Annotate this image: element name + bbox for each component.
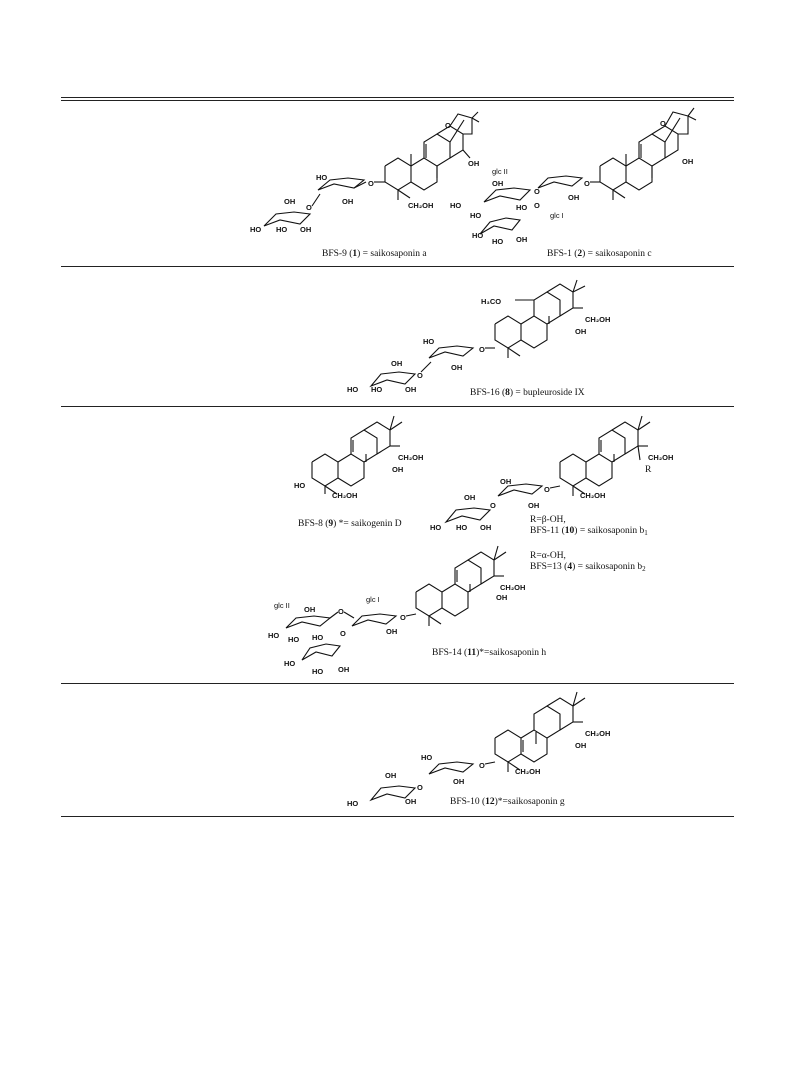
- atom-ho: HO: [284, 659, 296, 668]
- atom-oh: OH: [304, 605, 316, 614]
- atom-ho: HO: [312, 633, 324, 642]
- atom-ho: HO: [276, 225, 288, 234]
- atom-oh: OH: [453, 777, 465, 786]
- caption-compound-12: BFS-10 (12)*=saikosaponin g: [450, 797, 565, 807]
- atom-ho: HO: [470, 211, 482, 220]
- atom-oh: OH: [528, 501, 540, 510]
- atom-oh: OH: [464, 493, 476, 502]
- label-glc-i: glc I: [550, 211, 564, 220]
- atom-ho: HO: [268, 631, 280, 640]
- atom-oh: OH: [405, 797, 417, 806]
- structure-saikogenin-d: [292, 412, 424, 502]
- caption-compound-1: BFS-9 (1) = saikosaponin a: [322, 249, 427, 259]
- row-divider: [61, 683, 734, 684]
- atom-ho: HO: [250, 225, 262, 234]
- atom-o: O: [584, 179, 590, 188]
- atom-h3co: H₃CO: [481, 297, 502, 306]
- atom-ho: HO: [312, 667, 324, 676]
- caption-compound-2: BFS-1 (2) = saikosaponin c: [547, 249, 652, 259]
- atom-ch2oh: CH₂OH: [515, 767, 541, 776]
- caption-compound-8: BFS-16 (8) = bupleuroside IX: [470, 388, 585, 398]
- structure-bupleuroside-ix: [345, 274, 615, 394]
- caption-compound-4: BFS=13 (4) = saikosaponin $b_2$: [530, 562, 646, 573]
- structure-saikosaponin-c: [450, 98, 710, 248]
- atom-o: O: [417, 371, 423, 380]
- atom-o: O: [306, 203, 312, 212]
- atom-ch2oh: CH₂OH: [648, 453, 674, 462]
- atom-oh: OH: [480, 523, 492, 532]
- atom-ho: HO: [371, 385, 383, 394]
- atom-ho: HO: [430, 523, 442, 532]
- atom-o: O: [534, 187, 540, 196]
- atom-oh: OH: [300, 225, 312, 234]
- atom-ho: HO: [316, 173, 328, 182]
- atom-ho: HO: [516, 203, 528, 212]
- atom-oh: OH: [451, 363, 463, 372]
- atom-oh: OH: [386, 627, 398, 636]
- structure-saikosaponin-a: [250, 108, 480, 248]
- atom-oh: OH: [682, 157, 694, 166]
- atom-o: O: [340, 629, 346, 638]
- atom-oh: OH: [342, 197, 354, 206]
- atom-oh: OH: [516, 235, 528, 244]
- row-divider: [61, 266, 734, 267]
- atom-oh: OH: [575, 327, 587, 336]
- atom-ch2oh: CH₂OH: [332, 491, 358, 500]
- atom-o: O: [544, 485, 550, 494]
- table-bottom-rule: [61, 816, 734, 817]
- atom-o: O: [479, 345, 485, 354]
- atom-oh: OH: [385, 771, 397, 780]
- atom-ho: HO: [492, 237, 504, 246]
- atom-oh: OH: [492, 179, 504, 188]
- atom-oh: OH: [496, 593, 508, 602]
- label-r: R: [645, 465, 652, 475]
- caption-compound-10: BFS-11 (10) = saikosaponin $b_1$: [530, 526, 648, 537]
- atom-oh: OH: [284, 197, 296, 206]
- atom-ho: HO: [423, 337, 435, 346]
- atom-ho: HO: [347, 799, 359, 808]
- atom-ho: HO: [450, 201, 462, 210]
- label-r-alpha: R=α-OH,: [530, 551, 566, 561]
- atom-ch2oh: CH₂OH: [580, 491, 606, 500]
- atom-oh: OH: [405, 385, 417, 394]
- atom-ho: HO: [456, 523, 468, 532]
- atom-o: O: [479, 761, 485, 770]
- atom-o: O: [445, 121, 451, 130]
- atom-ho: HO: [472, 231, 484, 240]
- atom-ho: HO: [421, 753, 433, 762]
- label-glc-ii: glc II: [274, 601, 290, 610]
- atom-oh: OH: [391, 359, 403, 368]
- atom-ch2oh: CH₂OH: [408, 201, 434, 210]
- atom-oh: OH: [500, 477, 512, 486]
- atom-o: O: [400, 613, 406, 622]
- caption-compound-11: BFS-14 (11)*=saikosaponin h: [432, 648, 547, 658]
- atom-ch2oh: CH₂OH: [585, 315, 611, 324]
- structure-saikosaponin-g: [345, 688, 615, 808]
- atom-o: O: [417, 783, 423, 792]
- atom-ch2oh: CH₂OH: [500, 583, 526, 592]
- caption-compound-9: BFS-8 (9) *= saikogenin D: [298, 519, 402, 529]
- atom-ho: HO: [294, 481, 306, 490]
- atom-ch2oh: CH₂OH: [585, 729, 611, 738]
- atom-oh: OH: [575, 741, 587, 750]
- label-r-beta: R=β-OH,: [530, 515, 566, 525]
- atom-o: O: [490, 501, 496, 510]
- atom-oh: OH: [468, 159, 480, 168]
- row-divider: [61, 406, 734, 407]
- atom-o: O: [660, 119, 666, 128]
- atom-oh: OH: [338, 665, 350, 674]
- atom-ch2oh: CH₂OH: [398, 453, 424, 462]
- atom-o: O: [534, 201, 540, 210]
- atom-ho: HO: [347, 385, 359, 394]
- label-glc-ii: glc II: [492, 167, 508, 176]
- atom-ho: HO: [288, 635, 300, 644]
- atom-o: O: [338, 607, 344, 616]
- structure-saikosaponin-b: [430, 412, 710, 537]
- atom-o: O: [368, 179, 374, 188]
- atom-oh: OH: [392, 465, 404, 474]
- atom-oh: OH: [568, 193, 580, 202]
- label-glc-i: glc I: [366, 595, 380, 604]
